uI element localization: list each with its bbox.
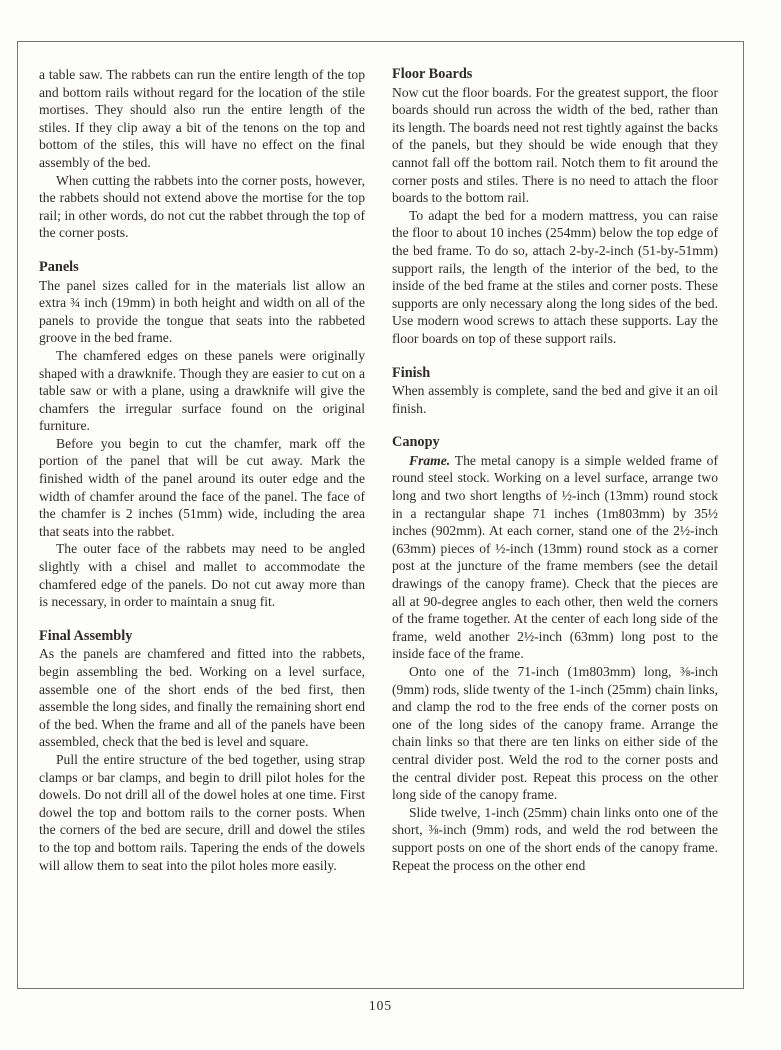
paragraph: Slide twelve, 1-inch (25mm) chain links onto one of the short, ⅜-inch (9mm) rods, and weld the rod between the support posts on one of the short ends of the canopy frame. Repeat the process on the other end	[392, 804, 718, 873]
paragraph: To adapt the bed for a modern mattress, you can raise the floor to about 10 inches (254mm) below the top edge of the bed frame. To do so, attach 2-by-2-inch (51-by-51mm) support rails, the length of the interior of the bed, to the inside of the bed frame at the stiles and corner posts. These supports are only necessary along the long sides of the bed. Use modern wood screws to attach these supports. Lay the floor boards on top of these support rails.	[392, 207, 718, 346]
paragraph-lead: Frame.	[409, 452, 451, 468]
paragraph: As the panels are chamfered and fitted into the rabbets, begin assembling the bed. Working on a level surface, assemble one of the short ends of the bed first, then assemble the long sides, and finally the remaining short end of the bed. When the frame and all of the panels have been assembled, check that the bed is level and square.	[39, 646, 365, 750]
page-content	[39, 66, 719, 874]
paragraph: a table saw. The rabbets can run the entire length of the top and bottom rails without regard for the location of the stile mortises. They should also run the entire length of the stiles. If they clip away a bit of the tenons on the top and bottom of the stiles, this will have no effect on the final assembly of the bed.	[39, 67, 365, 170]
paragraph: The chamfered edges on these panels were originally shaped with a drawknife. Though they are easier to cut on a table saw or with a plane, using a drawknife will give the chamfers the irregular surface found on the original furniture.	[39, 347, 365, 434]
paragraph: The outer face of the rabbets may need to be angled slightly with a chisel and mallet to accommodate the chamfered edge of the panels. Do not cut away more than is necessary, in order to maintain a snug fit.	[39, 541, 365, 610]
page-border	[17, 41, 744, 989]
paragraph: Frame. The metal canopy is a simple welded frame of round steel stock. Working on a level surface, arrange two long and two short lengths of ½-inch (13mm) round stock in a rectangular shape 71 inches (1m803mm) by 35½ inches (902mm). At each corner, stand one of the 2½-inch (63mm) pieces of ½-inch (13mm) round stock as a corner post at the juncture of the frame members (see the detail drawings of the canopy frame). Check that the pieces are all at 90-degree angles to each other, then weld the corners of the frame together. At the center of each long side of the frame, weld another 2½-inch (63mm) long post to the inside face of the frame.	[392, 452, 718, 662]
paragraph: The panel sizes called for in the materials list allow an extra ¾ inch (19mm) in both height and width on all of the panels to provide the tongue that seats into the rabbeted groove in the bed frame.	[39, 277, 365, 346]
section-heading: Panels	[39, 258, 79, 275]
section-heading: Finish	[392, 364, 431, 381]
page-number: 105	[368, 998, 393, 1013]
left-column	[39, 66, 365, 874]
section-heading: Final Assembly	[39, 627, 133, 644]
paragraph: Now cut the floor boards. For the greatest support, the floor boards should run across the width of the bed, rather than its length. The boards need not rest tightly against the backs of the panels, but they should be wide enough that they cannot fall off the bottom rail. Notch them to fit around the corner posts and stiles. There is no need to attach the floor boards to the bottom rail.	[392, 84, 718, 206]
paragraph: When cutting the rabbets into the corner posts, however, the rabbets should not extend above the mortise for the top rail; in other words, do not cut the rabbet through the top of the corner posts.	[39, 172, 365, 241]
section-heading: Floor Boards	[392, 66, 473, 82]
section-heading: Canopy	[392, 434, 440, 451]
paragraph: When assembly is complete, sand the bed and give it an oil finish.	[392, 383, 718, 416]
paragraph: Pull the entire structure of the bed together, using strap clamps or bar clamps, and begin to drill pilot holes for the dowels. Do not drill all of the dowel holes at one time. First dowel the top and bottom rails to the corner posts. When the corners of the bed are secure, drill and dowel the stiles to the top and bottom rails. Tapering the ends of the dowels will allow them to seat into the pilot holes more easily.	[39, 751, 365, 873]
paragraph: Before you begin to cut the chamfer, mark off the portion of the panel that will be cut away. Mark the finished width of the panel around its outer edge and the width of chamfer around the face of the panel. The face of the chamfer is 2 inches (51mm) wide, including the area that seats into the rabbet.	[39, 435, 365, 539]
paragraph: Onto one of the 71-inch (1m803mm) long, ⅜-inch (9mm) rods, slide twenty of the 1-inch (25mm) chain links, and clamp the rod to the free ends of the corner posts on one of the long sides of the canopy frame. Arrange the chain links so that there are ten links on either side of the central divider post. Weld the rod to the corner posts and the central divider post. Repeat this process on the other long side of the canopy frame.	[392, 664, 718, 803]
right-column	[392, 66, 718, 874]
